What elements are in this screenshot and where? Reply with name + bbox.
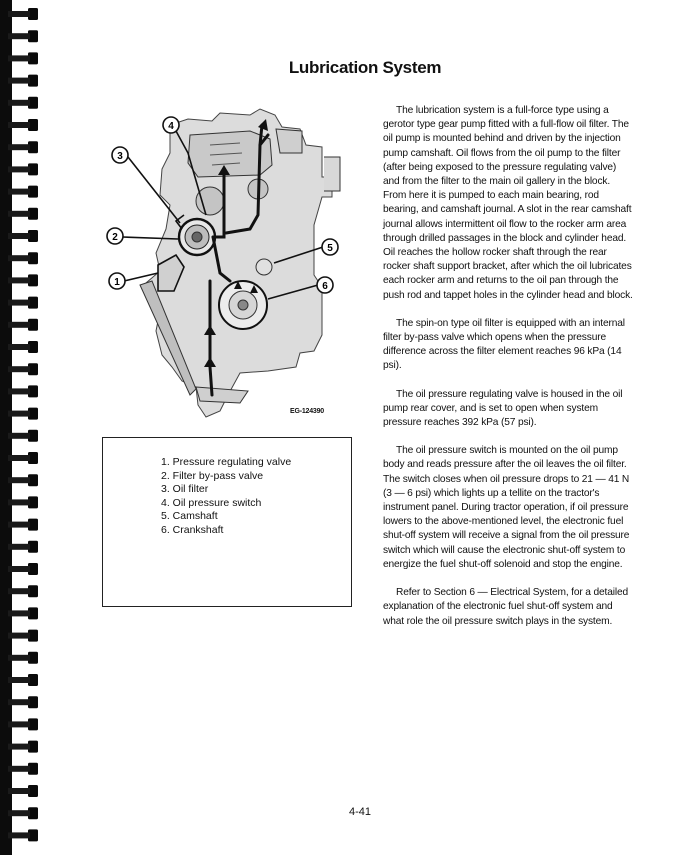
page-title: Lubrication System [288, 58, 442, 77]
svg-text:3: 3 [117, 151, 123, 162]
svg-text:2: 2 [112, 232, 118, 243]
binding-connector [8, 522, 30, 528]
paragraph-regulating-valve: The oil pressure regulating valve is housed in the oil pump rear cover, and is set to open when system pressure reaches 392 kPa (57 psi). [383, 388, 623, 429]
binding-connector [8, 144, 30, 150]
figure-code: EG-124390 [290, 408, 325, 415]
binding-connector [8, 233, 30, 239]
binding-connector [8, 411, 30, 417]
binding-connector [8, 300, 30, 306]
binding-connector [8, 499, 30, 505]
spiral-binding [0, 0, 46, 855]
binding-connector [8, 344, 30, 350]
legend-item: 3. Oil filter [161, 483, 209, 495]
binding-connector [8, 11, 30, 17]
legend-item: 1. Pressure regulating valve [161, 456, 292, 468]
binding-connector [8, 33, 30, 39]
legend-item: 2. Filter by-pass valve [161, 469, 264, 482]
binding-connector [8, 388, 30, 394]
binding-connector [8, 122, 30, 128]
binding-connector [8, 455, 30, 461]
binding-connector [8, 766, 30, 772]
legend-item: 4. Oil pressure switch [161, 496, 262, 509]
binding-connector [8, 699, 30, 705]
page-number: 4-41 [348, 806, 372, 818]
binding-connector [8, 55, 30, 61]
legend-item: 5. Camshaft [161, 510, 218, 522]
paragraph-section-reference: Refer to Section 6 — Electrical System, for a detailed explanation of the electronic fuel shut-off system and what role the oil pressure switch plays in the system. [383, 587, 628, 627]
body-text [383, 104, 633, 643]
callout-4 [163, 117, 179, 133]
binding-connector [8, 189, 30, 195]
binding-connector [8, 832, 30, 838]
binding-connector [8, 78, 30, 84]
binding-connector [8, 610, 30, 616]
svg-text:6: 6 [322, 281, 328, 292]
binding-connector [8, 744, 30, 750]
callout-2 [107, 228, 123, 244]
binding-connector [8, 477, 30, 483]
binding-connector [8, 366, 30, 372]
engine-lubrication-diagram [100, 105, 358, 425]
callout-6 [317, 277, 333, 293]
paragraph-lubrication-overview: The lubrication system is a full-force type using a gerotor type gear pump fitted with a full-flow oil filter. The oil pump is mounted behind and driven by the injection pump camshaft. Oil flows from the oil pump to the filter (after being exposed to the pressure regulating valve) and from the filter to the main oil gallery in the block. From here it is pumped to each main bearing, rod bearing, and camshaft journal. A slot in the rear camshaft journal allows intermittent oil flow to the rocker arm area through drilled passages in the block and cylinder head. Oil reaches the hollow rocker shaft through the rear rocker shaft support bracket, after which the oil lubricates each rocker arm and returns to the oil pan through the push rod and tappet holes in the cylinder head and block. [383, 105, 633, 301]
paragraph-oil-filter: The spin-on type oil filter is equipped with an internal filter by-pass valve which opens when the pressure difference across the filter element reaches 96 kPa (14 psi). [383, 317, 625, 372]
binding-connector [8, 810, 30, 816]
binding-connector [8, 566, 30, 572]
svg-text:4: 4 [168, 121, 174, 132]
callout-3 [112, 147, 128, 163]
binding-connector [8, 544, 30, 550]
binding-connector [8, 633, 30, 639]
legend-item: 6. Crankshaft [161, 523, 224, 536]
binding-connector [8, 788, 30, 794]
binding-connector [8, 677, 30, 683]
binding-connector [8, 166, 30, 172]
binding-connector [8, 433, 30, 439]
binding-connector [8, 277, 30, 283]
callout-5 [322, 239, 338, 255]
binding-connector [8, 255, 30, 261]
binding-connector [8, 588, 30, 594]
svg-text:5: 5 [327, 243, 333, 254]
binding-connector [8, 655, 30, 661]
figure-legend [102, 437, 352, 607]
callout-1 [109, 273, 125, 289]
svg-text:1: 1 [114, 277, 120, 288]
binding-connector [8, 211, 30, 217]
binding-connector [8, 721, 30, 727]
binding-connector [8, 322, 30, 328]
paragraph-pressure-switch: The oil pressure switch is mounted on the oil pump body and reads pressure after the oil leaves the oil filter. The switch closes when oil pressure drops to 21 — 41 N (3 — 6 psi) which lights up a tellite on the tractor's instrument panel. During tractor operation, if oil pressure lowers to the above-mentioned level, the electronic fuel shut-off system will receive a signal from the oil pressure switch which will cause the electronic shut-off system to energize the fuel shut-off solenoid and stop the engine. [383, 445, 630, 570]
binding-connector [8, 100, 30, 106]
